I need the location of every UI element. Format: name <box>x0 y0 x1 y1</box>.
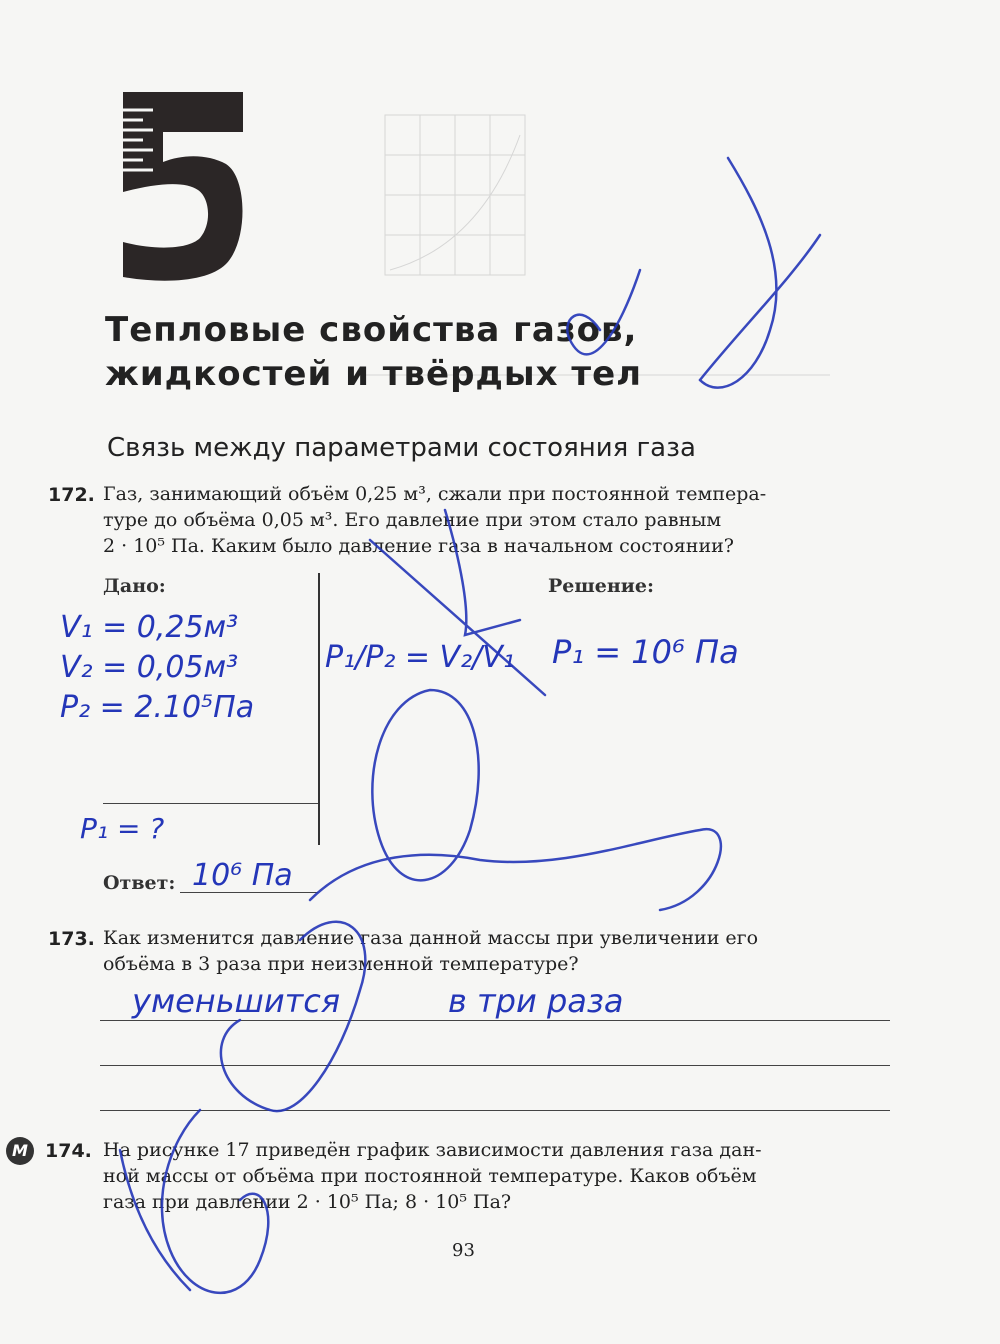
problem-172-number: 172. <box>48 484 95 506</box>
problem-174-line2: ной массы от объёма при постоянной температуре. Каков объём <box>103 1165 757 1187</box>
chapter-title-line2: жидкостей и твёрдых тел <box>105 354 643 394</box>
hand-result: P₁ = 10⁶ Па <box>552 633 739 671</box>
answer-label: Ответ: <box>103 872 176 894</box>
hand-v2: V₂ = 0,05м³ <box>60 650 239 685</box>
page-number: 93 <box>452 1240 475 1261</box>
hand-formula: P₁/P₂ = V₂/V₁ <box>325 640 515 675</box>
hand-v1: V₁ = 0,25м³ <box>60 610 239 645</box>
problem-172-line1: Газ, занимающий объём 0,25 м³, сжали при постоянной темпера- <box>103 483 767 505</box>
problem-174-line1: На рисунке 17 приведён график зависимости давления газа дан- <box>103 1139 762 1161</box>
problem-174-line3: газа при давлении 2 · 10⁵ Па; 8 · 10⁵ Па? <box>103 1191 512 1213</box>
problem-173-line2: объёма в 3 раза при неизменной температуре? <box>103 953 579 975</box>
problem-172-line2: туре до объёма 0,05 м³. Его давление при этом стало равным <box>103 509 722 531</box>
hand-answer-173-part1: уменьшится <box>132 982 341 1020</box>
hand-answer-172: 10⁶ Па <box>192 858 293 893</box>
section-title: Связь между параметрами состояния газа <box>107 433 696 463</box>
problem-172-line3: 2 · 10⁵ Па. Каким было давление газа в начальном состоянии? <box>103 535 734 557</box>
solution-label: Решение: <box>548 575 654 597</box>
hand-p1-unknown: P₁ = ? <box>80 812 165 845</box>
m-marker-icon: М <box>6 1137 34 1165</box>
chapter-title-line1: Тепловые свойства газов, <box>105 310 638 350</box>
given-label: Дано: <box>103 575 166 597</box>
hand-p2: P₂ = 2.10⁵Па <box>60 690 255 725</box>
problem-173-line1: Как изменится давление газа данной массы при увеличении его <box>103 927 759 949</box>
hand-answer-173-part2: в три раза <box>448 982 624 1020</box>
problem-173-number: 173. <box>48 928 95 950</box>
problem-174-number: 174. <box>45 1140 92 1162</box>
